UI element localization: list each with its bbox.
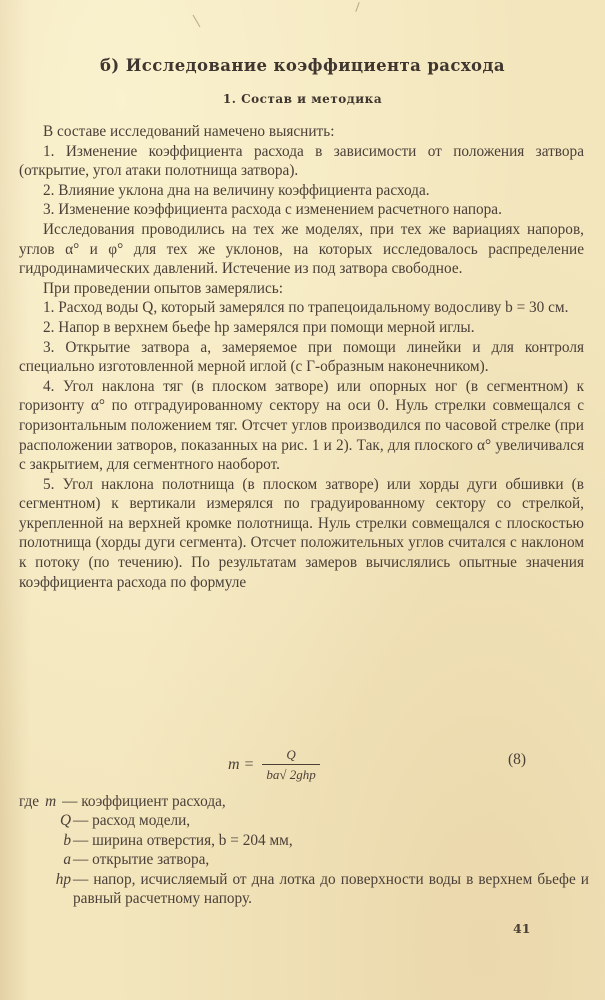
- scan-speck: [355, 2, 359, 12]
- definition-symbol: b: [63, 831, 71, 849]
- definition-symbol: m: [45, 793, 57, 810]
- definition-symbol: Q: [59, 812, 71, 830]
- formula-row: [0, 747, 605, 791]
- definition-text: — коэффициент расхода,: [62, 793, 226, 810]
- formula-numerator: Q: [286, 747, 296, 762]
- paragraph: 1. Расход воды Q, который замерялся по трапецоидальному водосливу b = 30 см.: [43, 299, 569, 317]
- discharge-coefficient-formula: [228, 747, 320, 783]
- scan-speck: [193, 15, 201, 28]
- definition-text: — расход модели,: [73, 812, 191, 830]
- paragraph: При проведении опытов замерялись:: [43, 279, 283, 297]
- definition-symbol: a: [63, 851, 71, 869]
- subsection-title: 1. Состав и методика: [222, 92, 383, 106]
- definition-text: — открытие затвора,: [73, 851, 210, 869]
- paragraph: 5. Угол наклона полотнища (в плоском затворе) или хорды дуги обшивки (в сегментном) к вертикали измерялся по градуированному сектору со стрелкой, укрепленной на верхней кромке полотнища. Нуль стрелки совмещался с плоскостью полотнища (хорды дуги сегмента). Отсчет положительных углов считался с наклоном к потоку (по течению). По результатам замеров вычислялись опытные значения коэффициента расхода по формуле: [19, 475, 584, 591]
- definition-row: [19, 831, 589, 850]
- formula-lhs: m =: [228, 756, 255, 773]
- definition-row: [19, 870, 589, 909]
- section-title: б) Исследование коэффициента расхода: [100, 56, 505, 75]
- equation-number: (8): [508, 751, 527, 768]
- paragraph: В составе исследований намечено выяснить:: [43, 123, 335, 140]
- paragraph: 2. Напор в верхнем бьефе hр замерялся при помощи мерной иглы.: [43, 318, 475, 336]
- definition-text: — ширина отверстия, b = 204 мм,: [73, 831, 293, 849]
- paragraph: 3. Открытие затвора a, замеряемое при помощи линейки и для контроля специально изготовленной мерной иглой (с Г-образным наконечником).: [19, 338, 584, 376]
- definition-row: [19, 811, 589, 830]
- definition-row: [19, 792, 589, 811]
- paragraph: 1. Изменение коэффициента расхода в зависимости от положения затвора (открытие, угол атаки полотнища затвора).: [19, 142, 584, 180]
- formula-fraction: [262, 747, 319, 783]
- formula-denominator: ba√ 2ghр: [262, 764, 319, 783]
- definitions-intro: где: [19, 793, 40, 810]
- paragraph: Исследования проводились на тех же моделях, при тех же вариациях напоров, углов α° и φ° для тех же уклонов, на которых исследовалось распределение гидродинамических давлений. Истечение из под затвора свободное.: [19, 220, 584, 278]
- paragraph: 2. Влияние уклона дна на величину коэффициента расхода.: [43, 181, 430, 199]
- body-text: [19, 122, 584, 592]
- definitions-list: [19, 792, 589, 908]
- paragraph: 4. Угол наклона тяг (в плоском затворе) или опорных ног (в сегментном) к горизонту α° по отградуированному сектору на оси 0. Нуль стрелки совмещался с горизонтальным положением тяг. Отсчет углов производился по часовой стрелке (при расположении затворов, показанных на рис. 1 и 2). Так, для плоского α° увеличивался с закрытием, для сегментного наоборот.: [19, 377, 584, 474]
- definition-text: — напор, исчисляемый от дна лотка до поверхности воды в верхнем бьефе и равный расчетному напору.: [73, 870, 589, 908]
- definition-row: [19, 850, 589, 869]
- definition-symbol: hр: [55, 870, 71, 888]
- paragraph: 3. Изменение коэффициента расхода с изменением расчетного напора.: [43, 201, 502, 219]
- page-number: 41: [513, 921, 531, 936]
